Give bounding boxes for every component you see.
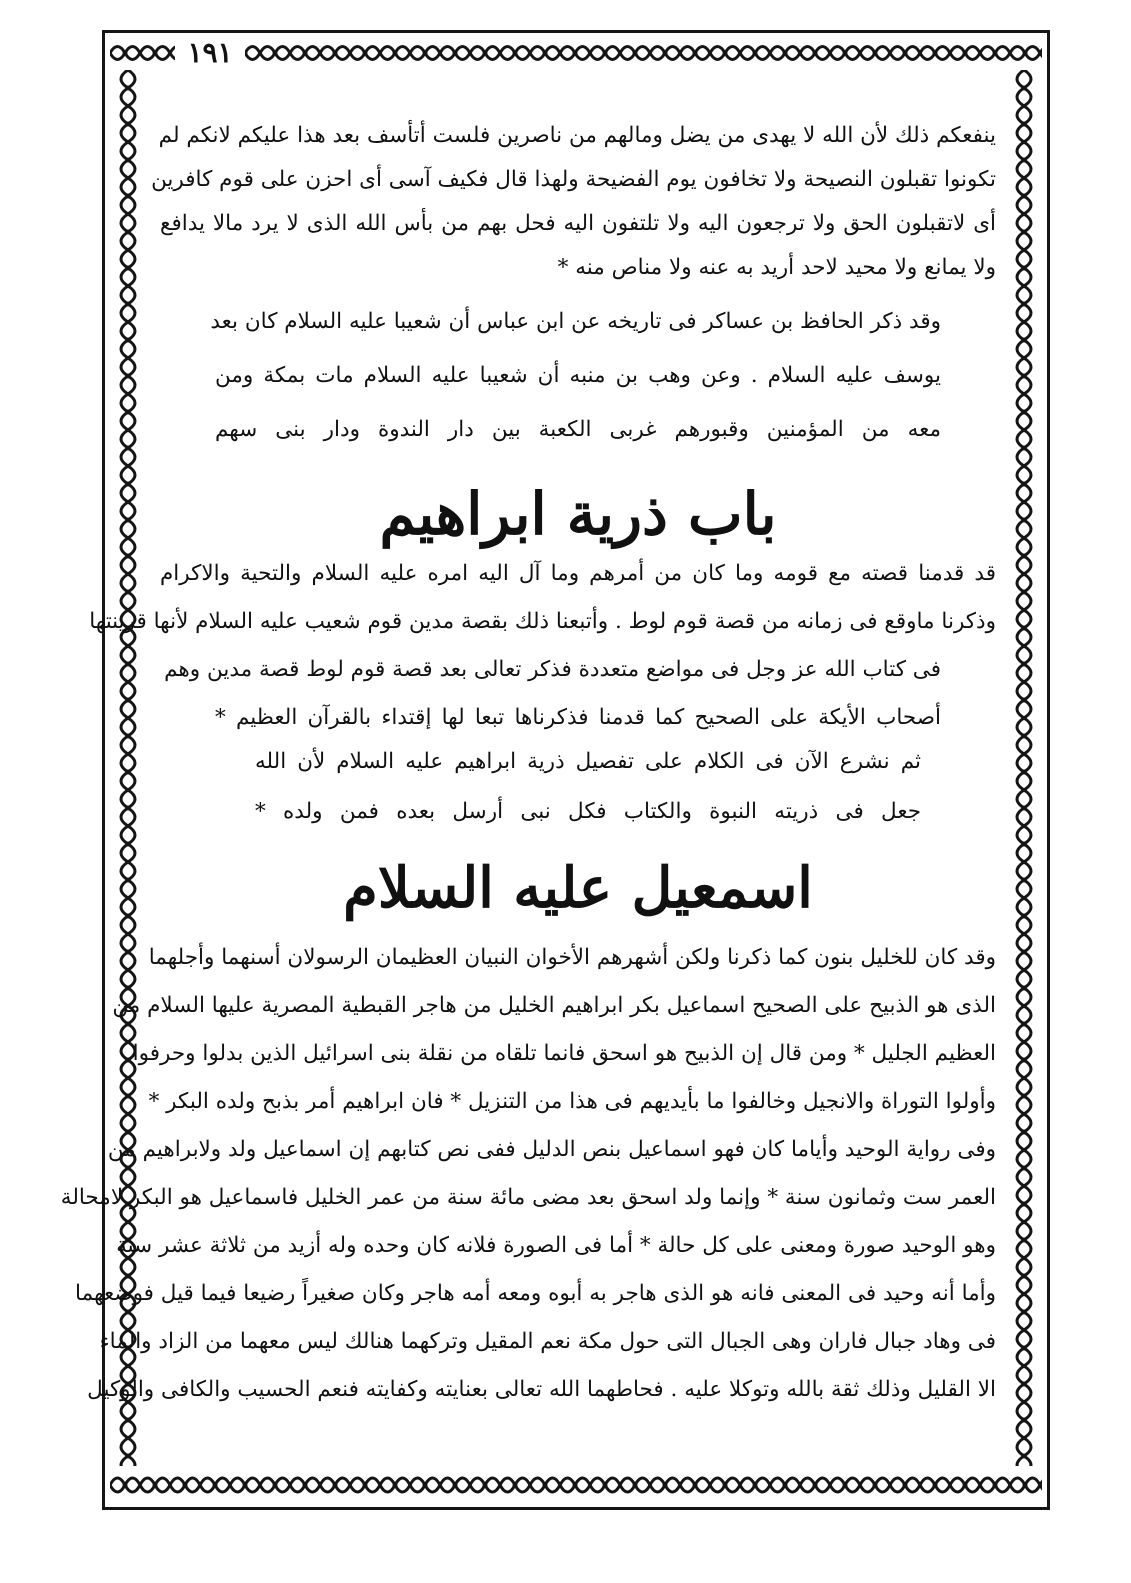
text-line: العمر ست وثمانون سنة * وإنما ولد اسحق بعد مضى مائة سنة من عمر الخليل فاسماعيل هو البكر لامحالة (60, 1185, 996, 1210)
text-line: وأولوا التوراة والانجيل وخالفوا ما بأيديهم فى هذا من التنزيل * فان ابراهيم أمر بذبح ولده البكر * (148, 1089, 996, 1114)
text-line: وهو الوحيد صورة ومعنى على كل حالة * أما فى الصورة فلانه كان وحده وله أزيد من ثلاثة عشر سنة (116, 1233, 996, 1258)
text-line: تكونوا تقبلون النصيحة ولا تخافون يوم الفضيحة ولهذا قال فكيف آسى أى احزن على قوم كافرين (151, 167, 996, 192)
text-line: الا القليل وذلك ثقة بالله وتوكلا عليه . فحاطهما الله تعالى بعنايته وكفايته فنعم الحسيب والكافى والوكيل (87, 1377, 996, 1402)
text-line: جعل فى ذريته النبوة والكتاب فكل نبى أرسل بعده فمن ولده * (255, 799, 921, 824)
text-line: معه من المؤمنين وقبورهم غربى الكعبة بين دار الندوة ودار بنى سهم (215, 417, 941, 442)
ornamental-border-right (1004, 70, 1044, 1466)
text-line: أى لاتقبلون الحق ولا ترجعون اليه ولا تلتفون اليه فحل بهم من بأس الله الذى لا يرد مالا يدافع (160, 211, 996, 236)
text-line: الذى هو الذبيح على الصحيح اسماعيل بكر ابراهيم الخليل من هاجر القبطية المصرية عليها السلام من (112, 993, 996, 1018)
text-line: ثم نشرع الآن فى الكلام على تفصيل ذرية ابراهيم عليه السلام لأن الله (255, 749, 921, 774)
page-body (60, 108, 996, 1458)
text-line: أصحاب الأيكة على الصحيح كما قدمنا فذكرناها تبعا لها إقتداء بالقرآن العظيم * (215, 705, 941, 730)
text-line: فى وهاد جبال فاران وهى الجبال التى حول مكة نعم المقيل وتركهما هنالك ليس معهما من الزاد والماء (99, 1329, 996, 1354)
text-line: ولا يمانع ولا محيد لاحد أريد به عنه ولا مناص منه * (557, 255, 996, 280)
section-heading: اسمعيل عليه السلام (343, 855, 813, 921)
text-line: يوسف عليه السلام . وعن وهب بن منبه أن شعيبا عليه السلام مات بمكة ومن (215, 363, 941, 388)
page-number: ١٩١ (175, 36, 245, 70)
text-line: وقد ذكر الحافظ بن عساكر فى تاريخه عن ابن عباس أن شعيبا عليه السلام كان بعد (210, 309, 941, 334)
text-line: العظيم الجليل * ومن قال إن الذبيح هو اسحق فانما تلقاه من نقلة بنى اسرائيل الذين بدلوا وحرفوا (132, 1041, 996, 1066)
text-line: وذكرنا ماوقع فى زمانه من قصة قوم لوط . وأتبعنا ذلك بقصة مدين قوم شعيب عليه السلام لأنها قرينتها (89, 609, 996, 634)
text-line: قد قدمنا قصته مع قومه وما كان من أمرهم وما آل اليه امره عليه السلام والتحية والاكرام (160, 561, 996, 586)
ornamental-border-bottom (110, 1466, 1042, 1504)
ornamental-border-top (110, 36, 1042, 70)
text-line: وأما أنه وحيد فى المعنى فانه هو الذى هاجر به أبوه ومعه أمه هاجر وكان صغيراً رضيعا فيما قيل فوضعهما (75, 1281, 996, 1306)
text-line: ينفعكم ذلك لأن الله لا يهدى من يضل ومالهم من ناصرين فلست أتأسف بعد هذا عليكم لانكم لم (158, 123, 996, 148)
section-heading: باب ذرية ابراهيم (379, 480, 777, 548)
text-line: وقد كان للخليل بنون كما ذكرنا ولكن أشهرهم الأخوان النبيان العظيمان الرسولان أسنهما وأجلهما (148, 945, 996, 970)
text-line: وفى رواية الوحيد وأياما كان فهو اسماعيل بنص الدليل ففى نص كتابهم إن اسماعيل ولد ولابراهيم من (107, 1137, 996, 1162)
text-line: فى كتاب الله عز وجل فى مواضع متعددة فذكر تعالى بعد قصة قوم لوط قصة مدين وهم (164, 657, 941, 682)
